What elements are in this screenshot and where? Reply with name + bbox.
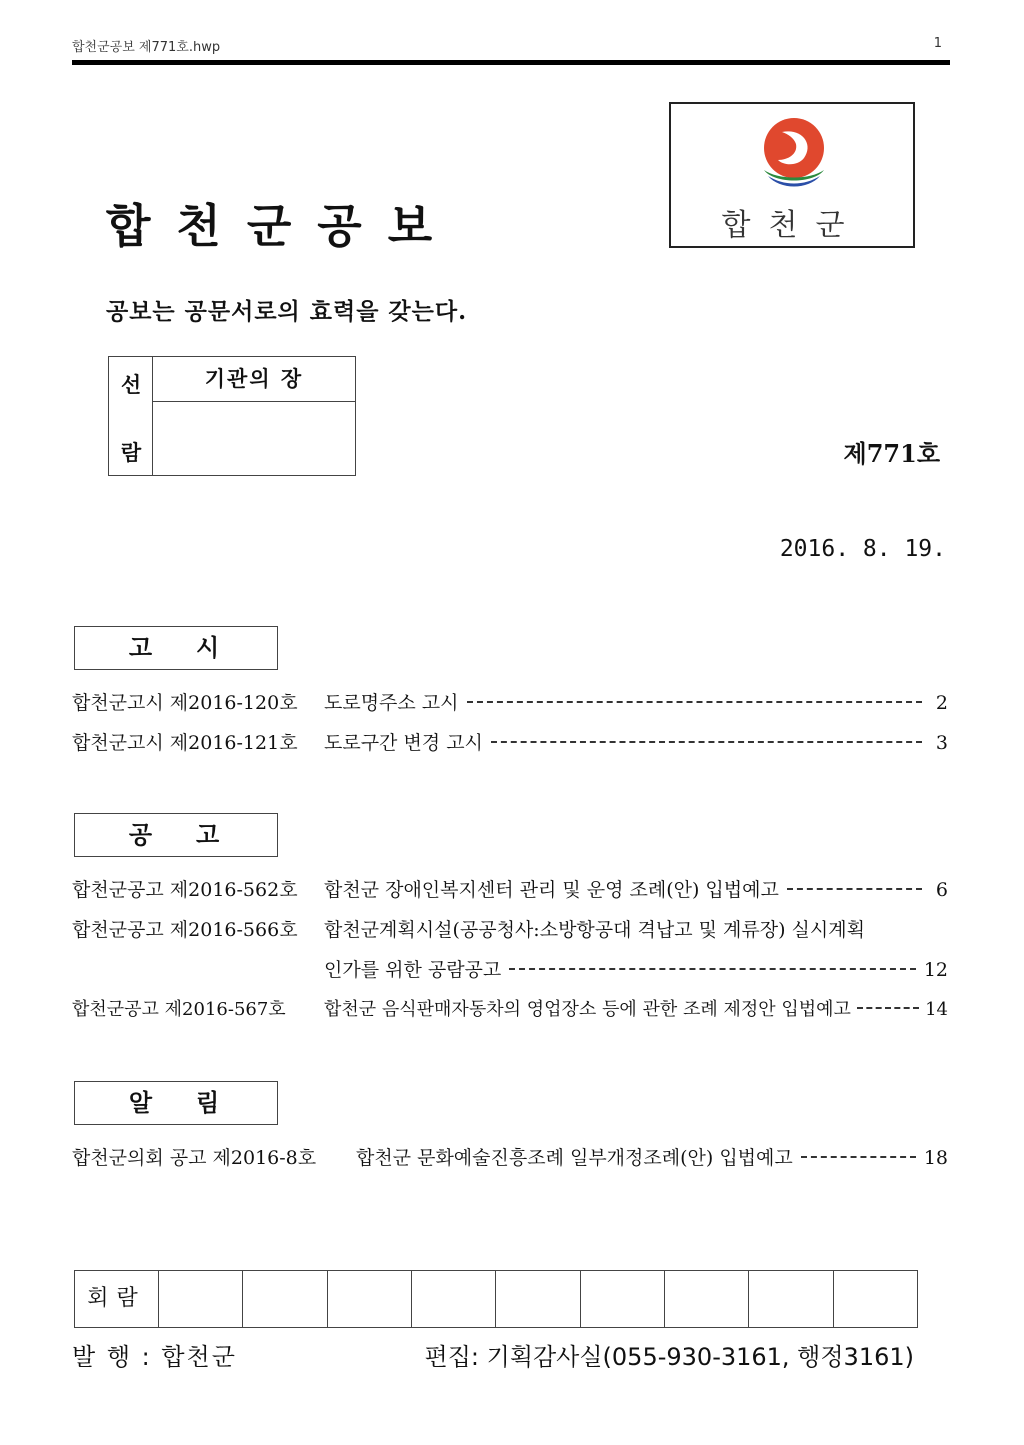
county-logo-box <box>669 102 915 248</box>
toc-entry-title: 합천군계획시설(공공청사:소방항공대 격납고 및 계류장) 실시계획 <box>324 919 865 941</box>
toc-entry-title: 합천군 문화예술진흥조례 일부개정조례(안) 입법예고 <box>356 1147 793 1169</box>
review-table <box>74 1270 918 1328</box>
approval-table <box>108 356 356 476</box>
review-cell <box>159 1271 243 1327</box>
section-notice-header: 고시 <box>74 626 278 670</box>
toc-entry[interactable] <box>72 915 948 945</box>
review-cell <box>581 1271 665 1327</box>
bulletin-title: 합천군공보 <box>106 199 459 253</box>
toc-entry-page: 2 <box>935 692 948 714</box>
toc-leader <box>509 968 916 970</box>
logo-county-name: 합천군 <box>721 208 863 243</box>
toc-entry[interactable] <box>72 995 948 1025</box>
toc-leader <box>467 701 922 703</box>
review-cell <box>412 1271 496 1327</box>
footer-editor: 편집: 기획감사실(055-930-3161, 행정3161) <box>424 1343 914 1371</box>
section-announcement-header: 공고 <box>74 813 278 857</box>
approval-header: 기관의 장 <box>153 357 355 402</box>
toc-entry-title-continued: 인가를 위한 공람공고 <box>324 959 502 981</box>
toc-entry-continuation[interactable] <box>324 955 948 985</box>
approval-side-label-1: 선 <box>120 372 142 397</box>
toc-entry-number: 합천군공고 제2016-566호 <box>72 919 298 941</box>
toc-entry-page: 14 <box>925 999 948 1020</box>
header-rule <box>72 60 950 65</box>
toc-entry-page: 3 <box>935 732 948 754</box>
toc-entry[interactable] <box>72 688 948 718</box>
toc-entry-title: 도로구간 변경 고시 <box>324 732 483 754</box>
toc-entry-title: 합천군 장애인복지센터 관리 및 운영 조례(안) 입법예고 <box>324 879 779 901</box>
review-cell <box>243 1271 327 1327</box>
footer-publisher: 발 행 : 합천군 <box>72 1343 237 1371</box>
toc-entry-number: 합천군고시 제2016-120호 <box>72 692 298 714</box>
review-cell <box>665 1271 749 1327</box>
page-number: 1 <box>933 36 942 51</box>
county-emblem-icon <box>754 114 834 194</box>
bulletin-subtitle: 공보는 공문서로의 효력을 갖는다. <box>106 298 468 325</box>
toc-entry-page: 18 <box>923 1147 948 1169</box>
review-cell <box>834 1271 917 1327</box>
toc-leader <box>787 888 922 890</box>
toc-entry-title: 합천군 음식판매자동차의 영업장소 등에 관한 조례 제정안 입법예고 <box>324 999 851 1020</box>
toc-entry-number: 합천군공고 제2016-567호 <box>72 999 286 1020</box>
review-cell <box>328 1271 412 1327</box>
review-cell <box>496 1271 580 1327</box>
toc-entry[interactable] <box>72 728 948 758</box>
toc-leader <box>491 741 922 743</box>
review-label: 회람 <box>75 1271 159 1327</box>
review-cell <box>749 1271 833 1327</box>
toc-entry-number: 합천군고시 제2016-121호 <box>72 732 298 754</box>
document-filename: 합천군공보 제771호.hwp <box>72 40 221 55</box>
toc-leader <box>857 1007 919 1009</box>
issue-number: 제771호 <box>843 439 940 468</box>
toc-entry-number: 합천군공고 제2016-562호 <box>72 879 298 901</box>
section-info-header: 알림 <box>74 1081 278 1125</box>
toc-entry-title: 도로명주소 고시 <box>324 692 459 714</box>
toc-entry-page: 12 <box>923 959 948 981</box>
toc-entry[interactable] <box>72 1143 948 1173</box>
approval-side-label-2: 람 <box>120 440 142 465</box>
issue-date: 2016. 8. 19. <box>779 536 946 562</box>
toc-leader <box>801 1156 916 1158</box>
toc-entry[interactable] <box>72 875 948 905</box>
toc-entry-number: 합천군의회 공고 제2016-8호 <box>72 1147 317 1169</box>
toc-entry-page: 6 <box>935 879 948 901</box>
